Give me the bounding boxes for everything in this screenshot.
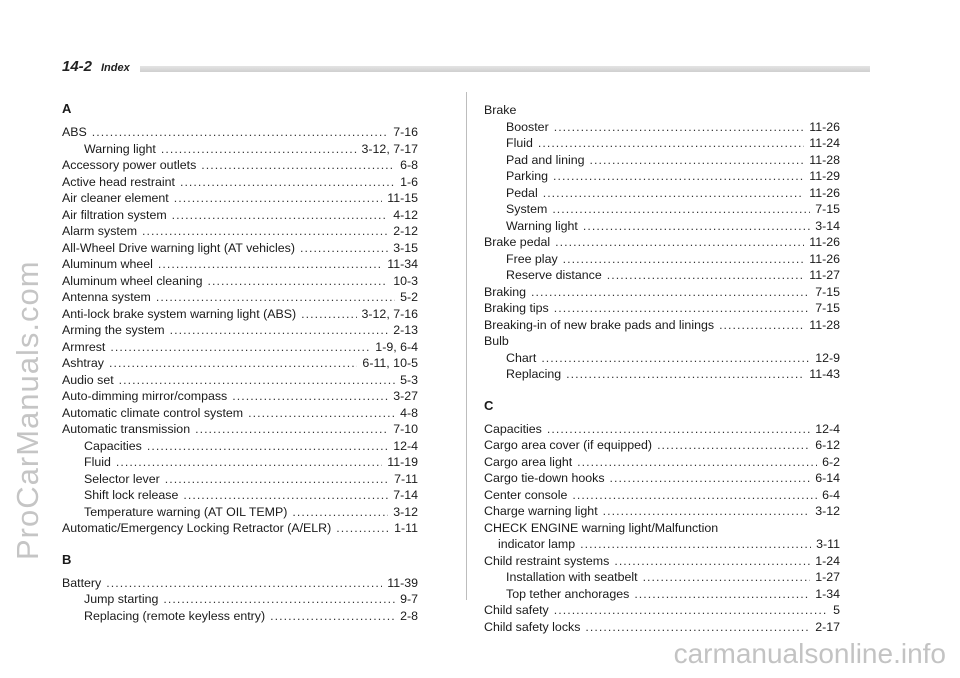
index-entry (484, 135, 840, 152)
index-entry (62, 487, 418, 504)
leader-dots (580, 536, 811, 553)
index-letter-a: A (62, 101, 72, 116)
index-entry (484, 553, 840, 570)
leader-dots (109, 355, 357, 372)
index-entry-term: Top tether anchorages (506, 586, 630, 601)
leader-dots (170, 322, 389, 339)
index-entry-page: 3-11 (816, 537, 840, 551)
index-entry-term: CHECK ENGINE warning light/Malfunction (484, 520, 719, 535)
index-entry (484, 317, 840, 334)
index-entry-page: 9-7 (400, 592, 418, 606)
leader-dots (583, 218, 810, 235)
leader-dots (634, 586, 810, 603)
leader-dots (566, 366, 804, 383)
leader-dots (180, 174, 395, 191)
index-entry-page: 3-14 (815, 218, 840, 233)
index-entry-term: Free play (506, 251, 558, 266)
index-entry-term: Child safety locks (484, 619, 581, 634)
index-entry-term: Warning light (506, 218, 578, 233)
section-title: Index (101, 62, 130, 74)
index-column-left (62, 100, 418, 624)
index-entry-term: Pedal (506, 185, 538, 200)
index-entry (484, 350, 840, 367)
index-entry (62, 421, 418, 438)
index-entry-page: 7-15 (815, 301, 840, 315)
index-entry (62, 355, 418, 372)
index-entry-term: Braking (484, 284, 527, 299)
index-entry-page: 7-14 (393, 488, 418, 502)
index-entry-term: Charge warning light (484, 504, 598, 518)
index-entry-page: 1-9, 6-4 (375, 339, 418, 354)
index-entry-term: Cargo area cover (if equipped) (484, 438, 653, 452)
index-entry (484, 487, 840, 504)
index-entry (62, 157, 418, 174)
index-entry-term: Ashtray (62, 356, 105, 370)
index-entry (62, 322, 418, 339)
leader-dots (607, 267, 804, 284)
index-entry-page: 11-39 (387, 575, 418, 590)
index-entry-term: Antenna system (62, 290, 151, 304)
leader-dots (119, 372, 395, 389)
leader-dots (300, 240, 388, 257)
leader-dots (590, 152, 805, 169)
index-entry (484, 503, 840, 520)
leader-dots (172, 207, 389, 224)
index-entry (62, 174, 418, 191)
leader-dots (610, 470, 811, 487)
leader-dots (554, 119, 805, 136)
index-entry-page: 6-2 (822, 454, 840, 469)
index-entry-term: Warning light (84, 141, 156, 156)
index-entry-page: 6-14 (815, 471, 840, 485)
leader-dots (336, 520, 389, 537)
index-entry-term: System (506, 202, 548, 216)
leader-dots (563, 251, 805, 268)
watermark-side: ProCarManuals.com (10, 260, 45, 560)
column-divider (466, 92, 467, 600)
index-entry (62, 306, 418, 323)
leader-dots (195, 421, 388, 438)
index-entry-page: 6-12 (815, 438, 840, 452)
leader-dots (106, 575, 382, 592)
index-entry-term: Automatic climate control system (62, 405, 244, 420)
index-entry (62, 141, 418, 158)
index-entry-page: 11-27 (809, 268, 840, 282)
index-entry-page: 11-28 (809, 152, 840, 167)
leader-dots (538, 135, 804, 152)
index-entry-page: 11-26 (809, 251, 840, 266)
index-entry-page: 2-17 (815, 619, 840, 634)
index-list-b (62, 575, 418, 625)
index-entry-page: 3-12 (815, 504, 840, 518)
index-entry-term: Auto-dimming mirror/compass (62, 389, 228, 403)
index-entry-page: 5 (833, 603, 840, 617)
index-entry-page: 10-3 (393, 273, 418, 288)
leader-dots (232, 388, 388, 405)
index-entry (62, 520, 418, 537)
leader-dots (552, 201, 810, 218)
index-entry (62, 438, 418, 455)
index-entry (62, 608, 418, 625)
leader-dots (165, 471, 389, 488)
index-entry-term: Breaking-in of new brake pads and linings (484, 317, 715, 332)
index-entry (62, 256, 418, 273)
index-entry (484, 366, 840, 383)
leader-dots (201, 157, 395, 174)
index-entry-page: 2-13 (393, 323, 418, 337)
index-entry (484, 168, 840, 185)
index-entry-term: Replacing (remote keyless entry) (84, 608, 266, 623)
index-letter-c: C (484, 397, 494, 413)
leader-dots (572, 487, 817, 504)
index-entry-page: 5-3 (400, 372, 418, 387)
index-entry-page: 12-9 (815, 350, 840, 365)
index-entry-term: Fluid (84, 455, 111, 469)
index-entry-term: Cargo tie-down hooks (484, 471, 605, 485)
index-entry-page: 1-11 (394, 521, 418, 535)
leader-dots (554, 602, 828, 619)
index-letter-b: B (62, 551, 72, 567)
index-entry-page: 4-8 (400, 405, 418, 420)
index-entry-page: 4-12 (393, 207, 418, 222)
index-entry-term: Selector lever (84, 471, 160, 486)
index-entry (62, 575, 418, 592)
index-entry (62, 207, 418, 224)
leader-dots (555, 234, 804, 251)
index-entry-term: Anti-lock brake system warning light (ABS) (62, 306, 297, 321)
index-entry (62, 289, 418, 306)
index-entry-page: 7-11 (394, 471, 418, 486)
index-entry (484, 218, 840, 235)
index-entry (484, 421, 840, 438)
index-entry-term: Braking tips (484, 301, 549, 315)
watermark-bottom: carmanualsonline.info (673, 638, 946, 669)
index-entry-term: Installation with seatbelt (506, 570, 638, 584)
index-entry-term: Audio set (62, 372, 114, 387)
index-entry-term: Jump starting (84, 592, 159, 606)
index-list-c (484, 421, 840, 636)
index-entry (484, 520, 840, 537)
index-entry-page: 3-27 (393, 389, 418, 403)
index-entry (62, 240, 418, 257)
index-entry (484, 333, 840, 350)
index-entry-term: Aluminum wheel cleaning (62, 273, 203, 288)
index-entry-term: Bulb (484, 334, 509, 348)
index-entry-term: indicator lamp (498, 537, 576, 551)
index-entry (484, 619, 840, 636)
index-entry (62, 223, 418, 240)
leader-dots (657, 437, 810, 454)
leader-dots (248, 405, 395, 422)
index-entry-term: Armrest (62, 339, 106, 354)
index-entry-page: 7-15 (815, 284, 840, 299)
leader-dots (163, 591, 395, 608)
leader-dots (585, 619, 810, 636)
index-entry (484, 454, 840, 471)
leader-dots (531, 284, 810, 301)
index-entry (484, 586, 840, 603)
index-entry (484, 119, 840, 136)
index-entry-page: 7-10 (393, 422, 418, 436)
page-number: 14-2 (62, 58, 93, 75)
index-entry (484, 602, 840, 619)
index-entry-term: Cargo area light (484, 454, 573, 469)
index-entry (484, 234, 840, 251)
index-entry-page: 2-8 (400, 608, 418, 623)
index-entry-page: 11-15 (387, 191, 418, 205)
index-entry-term: Capacities (84, 438, 142, 453)
index-entry-page: 11-29 (809, 169, 840, 183)
leader-dots (547, 421, 810, 438)
leader-dots (116, 454, 382, 471)
index-column-right (484, 102, 840, 635)
index-entry (62, 405, 418, 422)
index-entry-term: Battery (62, 575, 102, 590)
index-entry-term: Shift lock release (84, 488, 179, 502)
index-entry-page: 3-12, 7-16 (361, 306, 418, 321)
index-entry (62, 372, 418, 389)
index-entry (484, 437, 840, 454)
index-entry (484, 102, 840, 119)
leader-dots (643, 569, 811, 586)
leader-dots (183, 487, 388, 504)
index-entry-term: Automatic/Emergency Locking Retractor (A/ELR) (62, 521, 332, 535)
index-entry-term: Child safety (484, 603, 549, 617)
index-entry-term: Arming the system (62, 323, 165, 337)
index-entry-page: 11-34 (387, 257, 418, 271)
leader-dots (156, 289, 395, 306)
index-entry-page: 7-16 (393, 125, 418, 139)
index-entry (62, 388, 418, 405)
index-entry-page: 3-12 (393, 504, 418, 519)
header-rule (140, 66, 870, 72)
index-entry-term: Automatic transmission (62, 422, 191, 436)
leader-dots (208, 273, 389, 290)
index-entry-page: 12-4 (815, 421, 840, 436)
index-list-b-continued (484, 102, 840, 383)
index-entry-page: 1-24 (815, 553, 840, 568)
index-entry-page: 11-19 (387, 455, 418, 469)
leader-dots (174, 190, 382, 207)
index-entry-term: Alarm system (62, 224, 138, 238)
index-entry-term: Brake pedal (484, 235, 551, 249)
index-entry-page: 11-43 (809, 367, 840, 381)
leader-dots (142, 223, 388, 240)
index-entry-page: 1-6 (400, 174, 418, 189)
index-entry (484, 300, 840, 317)
index-entry-term: Temperature warning (AT OIL TEMP) (84, 504, 288, 519)
index-entry-page: 11-26 (809, 235, 840, 249)
index-entry-term: Reserve distance (506, 268, 602, 282)
index-entry-term: Center console (484, 487, 568, 502)
index-entry (484, 284, 840, 301)
index-entry (62, 504, 418, 521)
index-entry (62, 124, 418, 141)
leader-dots (577, 454, 817, 471)
index-entry-page: 1-34 (815, 586, 840, 601)
index-entry (484, 470, 840, 487)
index-entry-page: 11-26 (809, 185, 840, 200)
index-entry-page: 1-27 (815, 570, 840, 584)
index-entry-term: Air filtration system (62, 207, 167, 222)
index-entry-page: 5-2 (400, 290, 418, 304)
index-entry-page: 6-8 (400, 158, 418, 172)
index-entry-term: Child restraint systems (484, 553, 610, 568)
index-entry (62, 471, 418, 488)
index-entry-term: Aluminum wheel (62, 257, 153, 271)
index-entry-term: Pad and lining (506, 152, 585, 167)
index-entry-page: 2-12 (393, 224, 418, 238)
index-entry-page: 11-26 (809, 119, 840, 134)
index-entry (484, 267, 840, 284)
index-entry-term: Active head restraint (62, 174, 175, 189)
index-entry-term: Fluid (506, 136, 533, 150)
index-list-a (62, 124, 418, 537)
index-entry (62, 454, 418, 471)
index-entry (484, 569, 840, 586)
leader-dots (161, 141, 357, 158)
leader-dots (603, 503, 811, 520)
index-entry-term: Capacities (484, 421, 542, 436)
index-entry-page: 7-15 (815, 202, 840, 216)
index-entry-page: 11-24 (809, 136, 840, 150)
index-entry (484, 201, 840, 218)
leader-dots (110, 339, 370, 356)
leader-dots (614, 553, 810, 570)
index-entry-page: 6-4 (822, 487, 840, 502)
index-entry (484, 185, 840, 202)
index-entry (62, 190, 418, 207)
index-entry-page: 11-28 (809, 317, 840, 332)
index-entry (62, 273, 418, 290)
index-entry-term: Chart (506, 350, 537, 365)
leader-dots (554, 300, 810, 317)
index-entry-term: Air cleaner element (62, 191, 169, 205)
leader-dots (543, 185, 805, 202)
index-entry-term: Brake (484, 103, 517, 117)
index-entry-term: Booster (506, 119, 549, 134)
index-entry-page: 3-12, 7-17 (361, 141, 418, 156)
index-entry (484, 536, 840, 553)
leader-dots (719, 317, 804, 334)
index-entry-term: Accessory power outlets (62, 158, 197, 172)
leader-dots (147, 438, 388, 455)
index-entry (62, 591, 418, 608)
leader-dots (270, 608, 395, 625)
index-entry-term: ABS (62, 125, 87, 139)
index-entry-term: All-Wheel Drive warning light (AT vehicles) (62, 240, 295, 255)
index-entry-page: 3-15 (393, 240, 418, 255)
index-entry-term: Replacing (506, 367, 562, 381)
leader-dots (292, 504, 388, 521)
leader-dots (553, 168, 804, 185)
index-entry (484, 251, 840, 268)
leader-dots (301, 306, 356, 323)
index-entry-term: Parking (506, 169, 549, 183)
leader-dots (92, 124, 388, 141)
index-entry (62, 339, 418, 356)
index-entry-page: 6-11, 10-5 (362, 356, 418, 370)
leader-dots (541, 350, 810, 367)
index-entry-page: 12-4 (393, 438, 418, 453)
index-entry (484, 152, 840, 169)
leader-dots (158, 256, 382, 273)
